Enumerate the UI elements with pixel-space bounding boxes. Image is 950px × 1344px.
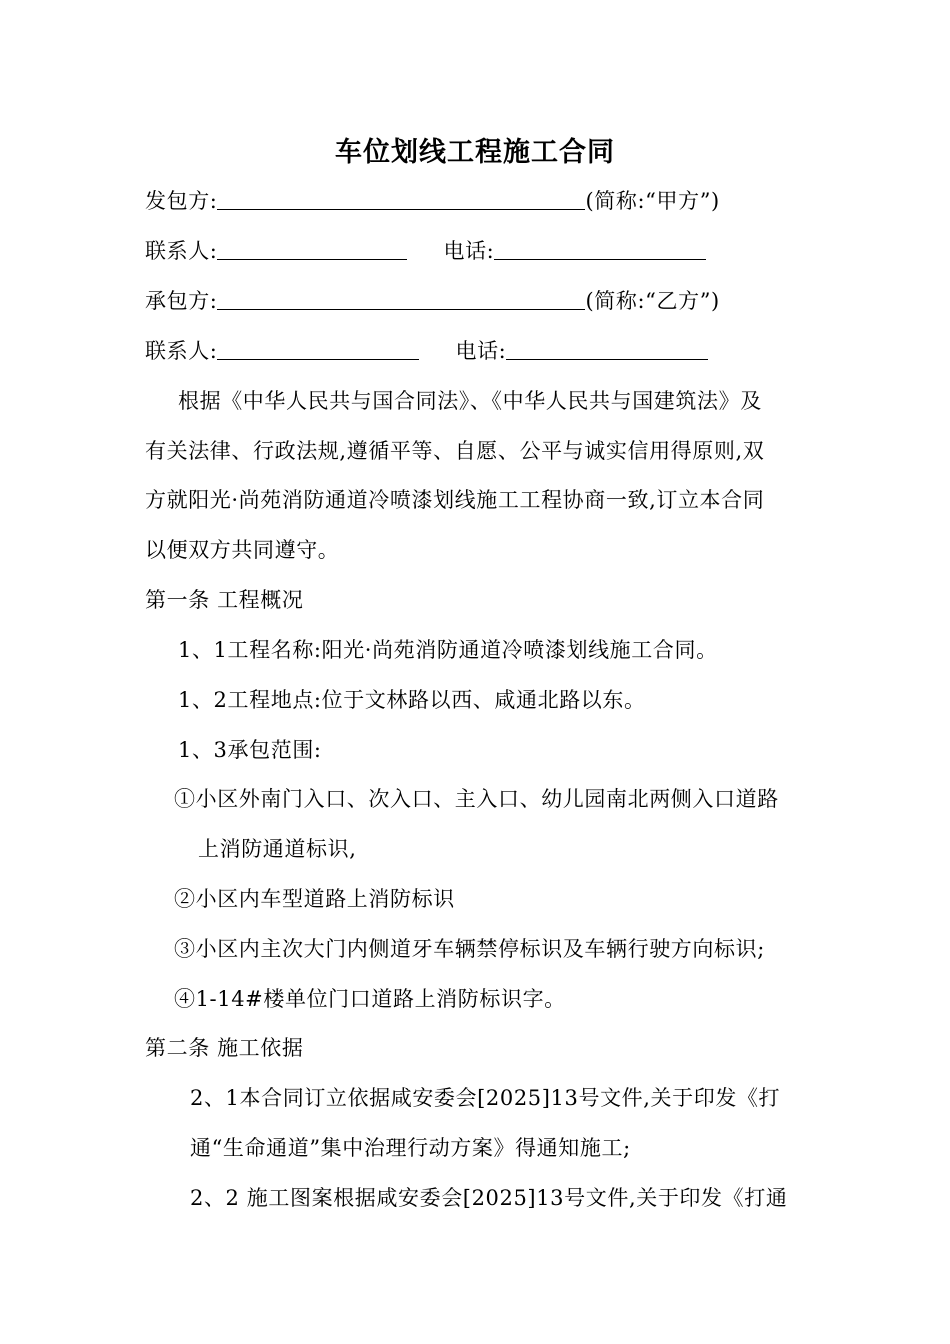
scope-item: ③小区内主次大门内侧道牙车辆禁停标识及车辆行驶方向标识;	[174, 937, 765, 961]
phone2-label: 电话:	[455, 339, 507, 363]
scope-item: ④1-14#楼单位门口道路上消防标识字。	[174, 987, 566, 1011]
contact2-blank[interactable]	[217, 339, 419, 360]
document-title: 车位划线工程施工合同	[335, 137, 615, 168]
intro-line: 以便双方共同遵守。	[145, 538, 340, 562]
party-b-label: 承包方:	[145, 289, 218, 313]
phone1-label: 电话:	[443, 239, 495, 263]
intro-line: 方就阳光·尚苑消防通道冷喷漆划线施工工程协商一致,订立本合同	[145, 488, 765, 512]
contact2-line	[145, 338, 708, 364]
phone2-blank[interactable]	[506, 339, 708, 360]
contact1-label: 联系人:	[145, 239, 218, 263]
article1-item: 1、1工程名称:阳光·尚苑消防通道冷喷漆划线施工合同。	[178, 638, 718, 662]
party-a-abbr: (简称:“甲方”)	[585, 189, 720, 213]
intro-line: 根据《中华人民共与国合同法》、《中华人民共与国建筑法》及	[178, 389, 762, 413]
phone1-blank[interactable]	[494, 239, 706, 260]
article2-item: 2、2 施工图案根据咸安委会[2025]13号文件,关于印发《打通	[190, 1186, 788, 1210]
party-b-line	[145, 288, 720, 314]
article1-item: 1、3承包范围:	[178, 738, 322, 762]
article1-item: 1、2工程地点:位于文林路以西、咸通北路以东。	[178, 688, 646, 712]
intro-line: 有关法律、行政法规,遵循平等、自愿、公平与诚实信用得原则,双	[145, 439, 765, 463]
scope-item: ②小区内车型道路上消防标识	[174, 887, 455, 911]
contact1-line	[145, 238, 706, 264]
scope-item: 上消防通道标识,	[198, 837, 357, 861]
party-a-line	[145, 188, 720, 214]
article1-heading: 第一条 工程概况	[145, 588, 304, 612]
party-b-blank[interactable]	[217, 289, 585, 310]
party-b-abbr: (简称:“乙方”)	[585, 289, 720, 313]
article2-heading: 第二条 施工依据	[145, 1036, 304, 1060]
article2-item: 通“生命通道”集中治理行动方案》得通知施工;	[190, 1136, 631, 1160]
contact1-blank[interactable]	[217, 239, 407, 260]
party-a-blank[interactable]	[217, 189, 585, 210]
article2-item: 2、1本合同订立依据咸安委会[2025]13号文件,关于印发《打	[190, 1086, 781, 1110]
party-a-label: 发包方:	[145, 189, 218, 213]
contact2-label: 联系人:	[145, 339, 218, 363]
scope-item: ①小区外南门入口、次入口、主入口、幼儿园南北两侧入口道路	[174, 787, 779, 811]
